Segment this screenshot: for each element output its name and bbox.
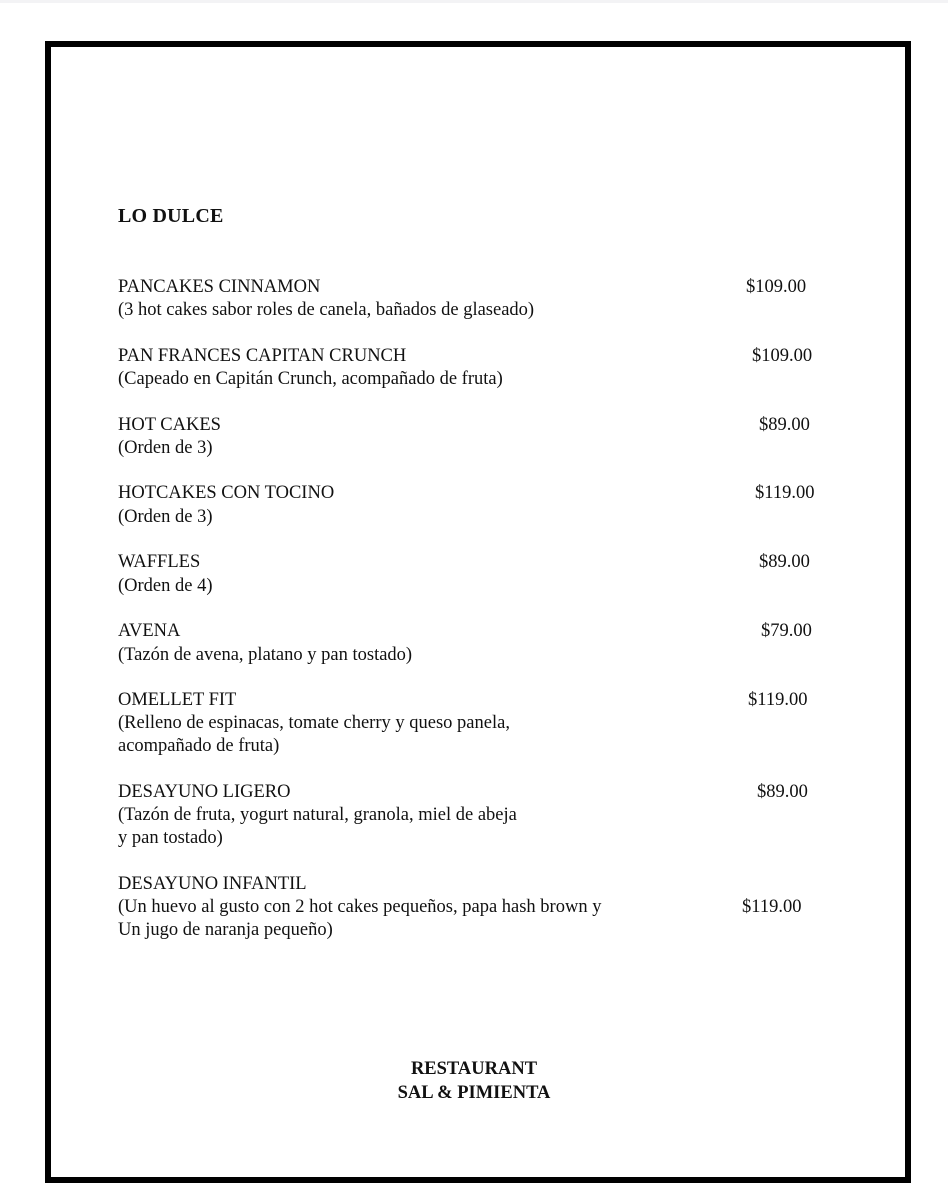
menu-item-name: HOTCAKES CON TOCINO	[118, 483, 335, 503]
menu-item-description: (Orden de 3)	[118, 507, 213, 527]
menu-item-name: DESAYUNO LIGERO	[118, 782, 291, 802]
menu-item-price: $119.00	[748, 690, 808, 710]
menu-page	[0, 3, 948, 1200]
menu-item-description: (Orden de 3)	[118, 438, 213, 458]
footer-line-name: SAL & PIMIENTA	[397, 1083, 551, 1103]
menu-item-name: AVENA	[118, 621, 181, 641]
restaurant-name-footer	[0, 1057, 948, 1105]
menu-item-price: $109.00	[752, 346, 813, 366]
menu-item-description: (Capeado en Capitán Crunch, acompañado de fruta)	[118, 369, 503, 389]
menu-item-description: (Tazón de fruta, yogurt natural, granola, miel de abeja	[118, 805, 517, 825]
menu-item-description: (Un huevo al gusto con 2 hot cakes pequeños, papa hash brown y	[118, 897, 602, 917]
menu-item-name: WAFFLES	[118, 552, 201, 572]
menu-item-description: (Orden de 4)	[118, 576, 213, 596]
menu-item-description: Un jugo de naranja pequeño)	[118, 920, 333, 940]
menu-item-price: $89.00	[759, 552, 810, 572]
menu-item-name: PAN FRANCES CAPITAN CRUNCH	[118, 346, 407, 366]
menu-item-price: $119.00	[742, 897, 802, 917]
menu-item-name: HOT CAKES	[118, 415, 221, 435]
menu-item-description: y pan tostado)	[118, 828, 223, 848]
menu-item-name: DESAYUNO INFANTIL	[118, 874, 307, 894]
section-title: LO DULCE	[118, 205, 224, 227]
menu-item-price: $79.00	[761, 621, 812, 641]
menu-item-description: (Relleno de espinacas, tomate cherry y queso panela,	[118, 713, 510, 733]
menu-item-price: $89.00	[759, 415, 810, 435]
menu-item-price: $109.00	[746, 277, 807, 297]
menu-item-price: $89.00	[757, 782, 808, 802]
menu-item-price: $119.00	[755, 483, 815, 503]
menu-item-name: PANCAKES CINNAMON	[118, 277, 321, 297]
menu-item-description: (Tazón de avena, platano y pan tostado)	[118, 645, 413, 665]
menu-item-description: (3 hot cakes sabor roles de canela, bañados de glaseado)	[118, 300, 535, 320]
menu-item-description: acompañado de fruta)	[118, 736, 280, 756]
menu-item-name: OMELLET FIT	[118, 690, 237, 710]
footer-line-restaurant: RESTAURANT	[410, 1059, 538, 1079]
